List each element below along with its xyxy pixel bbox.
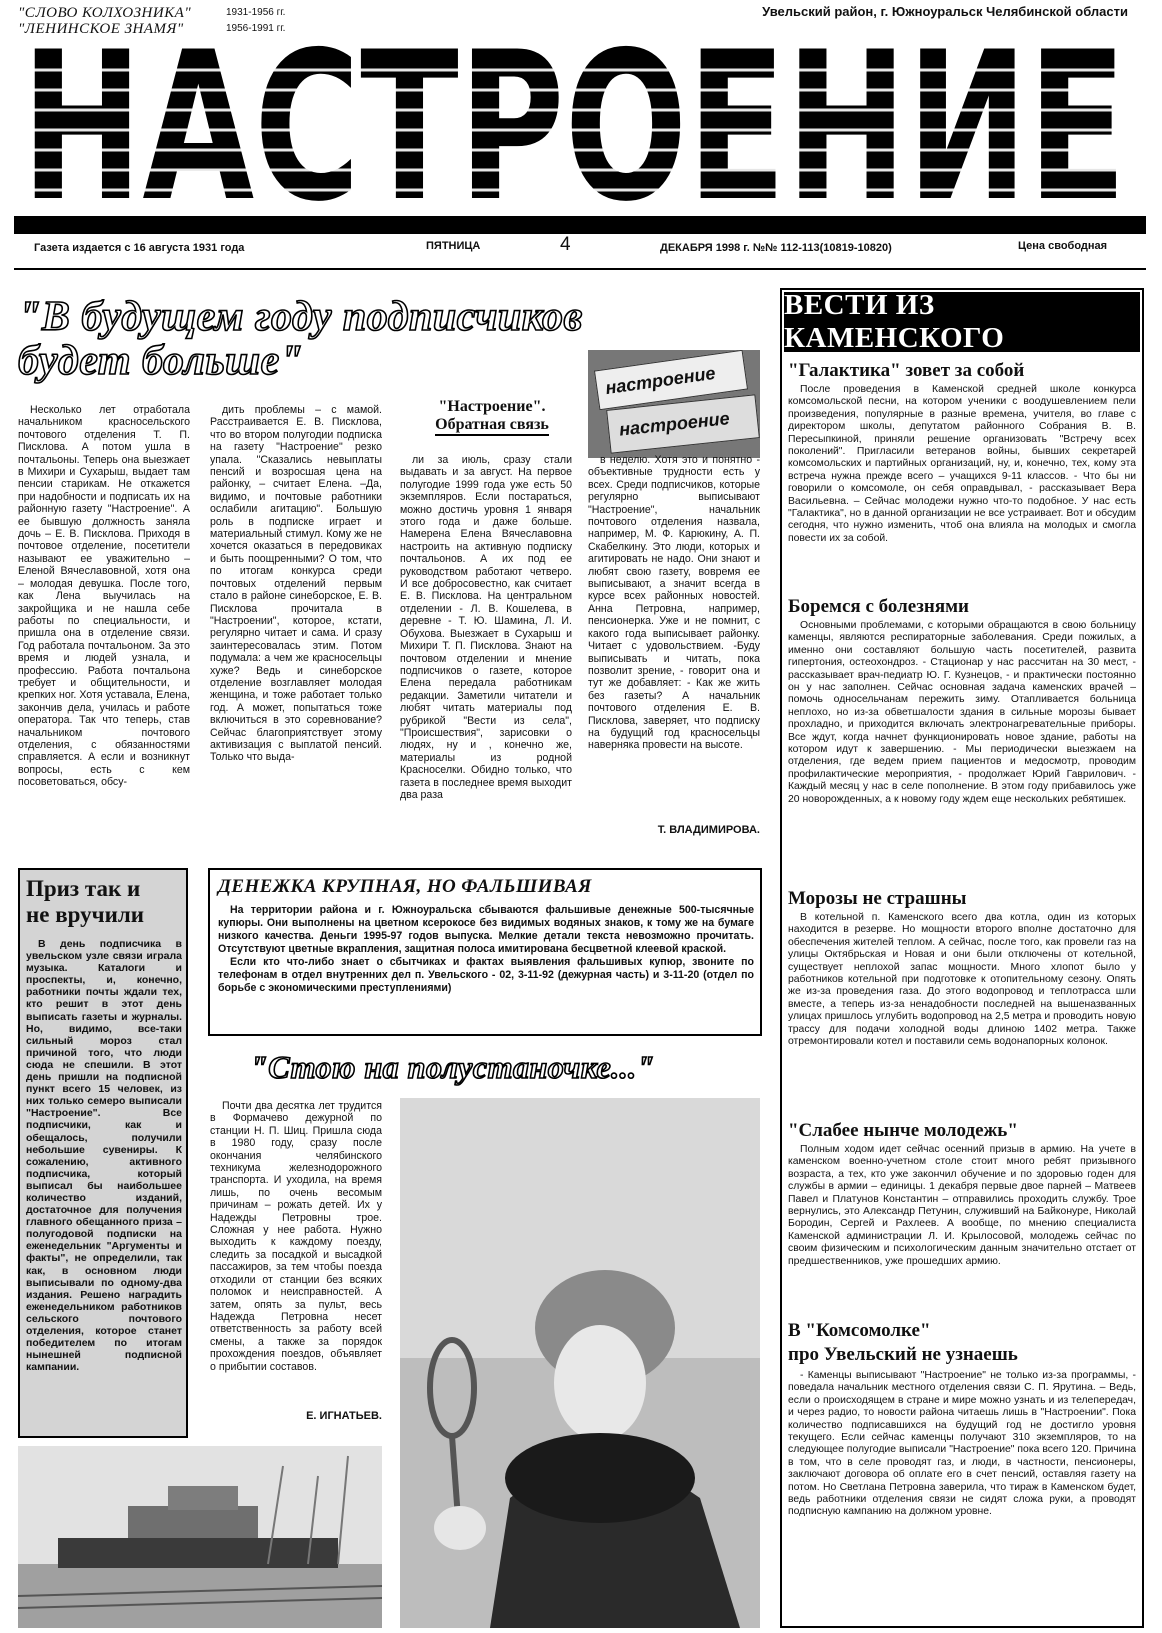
masthead-logo-art xyxy=(14,30,1134,210)
galaktika-text: После проведения в Каменской средней школе конкурса комсомольской песни, на котором ученики с воодушевлением пели произведения, популярные в разные времена, учителя, во главе с директором школы, депутатом районного Собрания В. В. Пересыпкиной, приняли решение организовать "Встречу всех поколений". Пригласили ветеранов войны, бывших секретарей комсомольских и партийных организаций, ну, и, конечно, тех, кому эта встреча нужна прежде всего – учащихся 9-11 классов. - Что бы ни говорили о комсомоле, он себя оправдывал, - рассказывает Вера Васильевна. – Сейчас молодежи нужно что-то подобное. У нас есть "Галактика", но в данной организации не все устраивает. Вот и обсудим сегодня, что нужно изменить, чтоб она влияла на молодых и смогла повести их за собой. xyxy=(788,384,1136,544)
old-name-1: "СЛОВО КОЛХОЗНИКА" xyxy=(18,5,192,21)
lead-column-2-text: дить проблемы – с мамой. Расстраивается Е. В. Писклова, что во втором полугодии подписка на газету "Настроение" резко упала. "Сказались невыплаты пенсий и возросшая цена на районку, – считает Елена. –Да, видимо, и почтовые работники ослабили агитацию". Большую роль в подписке играет и материальный стимул. Кому же не хочется оказаться в передовиках и быть поощренными? О том, что по итогам конкурса среди почтовых отделений первым стало в районе синеборское, Е. В. Писклова прочитала в "Настроении", которое, кстати, регулярно читает и сама. И сразу заинтересовалась этим. Потом подумала: а чем же красносельцы хуже? Ведь и синеборское отделение возглавляет молодая женщина, и тоже работает только год. А может, попытаться тоже включиться в это соревнование? Сейчас благоприятствует этому активизация с выплатой пенсий. Только что выда- xyxy=(210,404,382,764)
molodezh-text: Полным ходом идет сейчас осенний призыв в армию. На учете в каменском военно-учетном столе стоит много ребят призывного возраста, а тех, кто уже закончил обучение и по здоровью годен для службы в армии – единицы. 1 декабря первые двое парней – Матвеев Павел и Платунов Константин – отправились проходить службу. Трое вернулись, это Александр Петунин, служивший на Байконуре, Николай Бородин, Сергей и Рахлеев. А вообще, по мнению специалиста Каменской администрации Л. И. Крылосовой, молодежь сейчас по своим физическим и психологическим данным значительно отстает от предшественников, уже прошедших армию. xyxy=(788,1144,1136,1267)
fake-money-title: ДЕНЕЖКА КРУПНАЯ, НО ФАЛЬШИВАЯ xyxy=(218,876,592,897)
station-title: "Стою на полустаночке..." xyxy=(250,1049,655,1085)
kamenskoe-box xyxy=(780,288,1144,1628)
fake-money-body xyxy=(218,904,754,1032)
train-photo xyxy=(18,1446,382,1628)
lead-column-4-text: в неделю. Хотя это и понятно - объективные трудности есть у всех. Среди подписчиков, которые регулярно выписывают "Настроение", начальник почтового отделения назвала, например, М. Ф. Карюкину, А. П. Скабелкину. Это люди, которых и агитировать не надо. Они знают и любят свою газету, вовремя ее выписывают, а значит всегда в курсе всех районных новостей. Анна Петровна, например, пенсионерка. Уже и не помнит, с какого года выписывает районку. Читает с удовольствием. -Буду выписывать и читать, пока позволит зрение, - говорит она и тут же добавляет: - Как же жить без газеты? А начальник почтового отделения Е. В. Писклова, заверяет, что подписку на будущий год красносельцы наверняка провести на высоте. xyxy=(588,454,760,752)
lead-title-line-1: "В будущем году подписчиков xyxy=(18,294,583,340)
morozy-title: Морозы не страшны xyxy=(788,888,967,909)
station-author: Е. ИГНАТЬЕВ. xyxy=(306,1410,382,1422)
komsomolka-title-2: про Увельский не узнаешь xyxy=(788,1344,1018,1365)
lead-author: Т. ВЛАДИМИРОВА. xyxy=(657,824,760,836)
lead-column-3-text: ли за июль, сразу стали выдавать и за август. На первое полугодие 1999 года уже есть 50 экземпляров. Если постараться, можно достичь уровня 1 января этого года и даже больше. Намерена Елена Вячеславовна настроить на активную подписку почтальонов. А их под ее руководством работают четверо. И все добросовестно, как считает Е. В. Писклова. На центральном отделении - Л. В. Кошелева, в деревне - Т. Ю. Шамина, Л. И. Обухова. Выезжает в Сухарыш и Михири Т. П. Писклова. Знают на почтовом отделении и мнение подписчиков о газете, которое Елена передала работникам редакции. Заметили читатели и любят читать материалы под рубрикой "Вести из села", "Происшествия", зарисовки о людях, ну и , конечно же, материалы из родной Красноселки. Обидно только, что газета в последнее время выходит два раза xyxy=(400,454,572,801)
old-years-1: 1931-1956 гг. xyxy=(226,7,286,18)
newspaper-photo-label-1: настроение xyxy=(604,362,717,399)
founded-line: Газета издается с 16 августа 1931 года xyxy=(34,242,245,254)
train-photo-art xyxy=(18,1446,382,1628)
masthead-title: НАСТРОЕНИЕ xyxy=(21,30,1127,210)
lead-column-3 xyxy=(400,454,572,836)
prize-box xyxy=(18,868,188,1438)
bolezni-text: Основными проблемами, с которыми обращаются в свою больницу каменцы, являются респираторные заболевания. Среди пожилых, а именно они составляют большую часть посетителей, развита гипертония, остеохондроз. - Стационар у нас рассчитан на 30 мест, - рассказывает врач-педиатр Ю. Г. Кузнецов, - и практически постоянно он у нас заполнен. Сейчас основная задача каменских врачей – помочь односельчанам пережить зиму. Отапливается больница неплохо, но из-за обветшалости здания в сильные морозы бывает прохладно, и приходится включать электронагревательные приборы. Все ждут, когда начнет функционировать новое здание, работы на котором идут к завершению. - Мы периодически выезжаем на отделения, где ведем прием пациентов и медосмотр, проводим профилактические мероприятия, - продолжает Юрий Гаврилович. - Каждый месяц у нас в селе пополнение. В этом году прибавилось уже 20 новорожденных, а к новому году ждем еще нескольких ребятишек. xyxy=(788,620,1136,805)
issue-day: 4 xyxy=(560,234,571,255)
newspaper-photo xyxy=(588,350,760,458)
masthead-logo xyxy=(14,30,1134,210)
infobar-rule xyxy=(14,268,1146,270)
komsomolka-text: - Каменцы выписывают "Настроение" не только из-за программы, - поведала начальник местного отделения связи С. П. Ярутина. – Ведь, если о происходящем в стране и мире можно узнать и из телепередач, и через радио, то новости района читаешь лишь в "Настроении". Пока количество подписавшихся на будущий год не достигло уровня текущего. Если сейчас каменцы получают 310 экземпляров, то на следующее полугодие выписали "Настроение" пока всего 120. Причина в том, что в селе проводят газ, и люди, в частности, пенсионеры, заключают договора об оплате его в счет пенсий, оставляя газету на потом. Но Светлана Петровна заверила, что тираж в Каменском будет, ведь работники отделения связи не сидят сложа руки, а проводят подписную кампанию на должном уровне. xyxy=(788,1370,1136,1518)
molodezh-body xyxy=(788,1144,1136,1312)
kamenskoe-header-text: ВЕСТИ ИЗ КАМЕНСКОГО xyxy=(784,289,1005,354)
issue-number: ДЕКАБРЯ 1998 г. №№ 112-113(10819-10820) xyxy=(660,242,892,254)
galaktika-body xyxy=(788,384,1136,590)
masthead-rule xyxy=(14,216,1146,234)
prize-body xyxy=(26,938,182,1430)
lead-column-1 xyxy=(18,404,190,836)
rubric-line-1: "Настроение". xyxy=(438,398,546,415)
kamenskoe-header xyxy=(784,289,1140,354)
rubric-line-2: Обратная связь xyxy=(435,416,549,436)
old-years-2: 1956-1991 гг. xyxy=(226,23,286,34)
prize-title-2: не вручили xyxy=(26,902,144,927)
portrait-photo-art xyxy=(400,1098,760,1628)
lead-column-4 xyxy=(588,454,760,822)
newspaper-photo-label-2: настроение xyxy=(618,408,731,440)
morozy-body xyxy=(788,912,1136,1112)
morozy-text: В котельной п. Каменского всего два котла, один из которых находится в резерве. Но мощности второго вполне достаточно для обеспечения жителей теплом. А сейчас, после того, как провели газ на улицы Октябрьская и Новая и они были отключены от котельной, существует неплохой запас мощности. Много хлопот было у работников котельной при подготовке к отопительному сезону. Опять же из-за проведения газа. До этого водопровод и теплотрасса шли вместе, а теперь из-за ненадобности последней на вышеназванных улицах пришлось углубить водопровод на 2,5 метра и проводить новую трассу для подачи холодной воды длиною 1402 метра. Также отремонтировали котел и поставили семь водонапорных колонок. xyxy=(788,912,1136,1048)
lead-title-line-2: будет больше" xyxy=(18,338,304,384)
fake-money-box xyxy=(208,868,762,1036)
molodezh-title: "Слабее нынче молодежь" xyxy=(788,1120,1018,1141)
galaktika-title: "Галактика" зовет за собой xyxy=(788,360,1025,381)
rubric-box xyxy=(416,398,568,436)
prize-title-1: Приз так и xyxy=(26,876,141,901)
bolezni-title: Боремся с болезнями xyxy=(788,596,969,617)
prize-text: В день подписчика в увельском узле связи играла музыка. Каталоги и проспекты, и, конечно, работники почты ждали тех, кто решит в этот день выписать газеты и журналы. Но, видимо, все-таки сильный мороз стал причиной того, что люди сюда не спешили. В этот день пришли на подписной пункт всего 15 человек, из них только семеро выписали "Настроение". Все подписчики, как и обещалось, получили небольшие сувениры. К сожалению, активного подписчика, который выписал бы наибольшее количество изданий, достаточное для получения главного обещанного приза – полугодовой подписки на еженедельник "Аргументы и факты", не определили, так как, в основном люди выписывали по одному-два издания. Решено наградить еженедельником работников сельского почтового отделения, которое станет победителем по итогам нынешней подписной кампании. xyxy=(26,938,182,1374)
lead-column-1-text: Несколько лет отработала начальником красносельского почтового отделения Т. П. Писклова. А потом ушла в почтальоны. Теперь она выезжает в Михири и Сухарыш, выдает там пенсии старикам. Не откажется при надобности и подписать их на районную газету "Настроение". А ее бывшую должность заняла дочь – Е. В. Писклова. Приходя в почтовое отделение, посетители называют ее уважительно – Еленой Вячеславовной, хотя она – молодая девушка. После того, как Лена выучилась на закройщика и не нашла себе работы по специальности, и пришла она в отделение связи. Год работала почтальоном. За это время и людей узнала, и профессию. Работа почтальона требует и общительности, и крепких ног. Хотя уставала, Елена, закончив дела, училась и работе оператора. Так что теперь, став начальником почтового отделения, с обязанностями справляется. А если и возникнут вопросы, есть с кем посоветоваться, обсу- xyxy=(18,404,190,789)
station-body xyxy=(210,1100,382,1406)
portrait-photo xyxy=(400,1098,760,1628)
old-name-2: "ЛЕНИНСКОЕ ЗНАМЯ" xyxy=(18,21,184,37)
komsomolka-body xyxy=(788,1370,1136,1620)
weekday: ПЯТНИЦА xyxy=(426,240,481,252)
price: Цена свободная xyxy=(1018,240,1108,252)
fake-money-p1: На территории района и г. Южноуральска сбываются фальшивые денежные 500-тысячные купюры. Они выполнены на цветном ксерокосе без видимых водяных знаков, к тому же на бумаге низкого качества. Деньги 1995-97 годов выпуска. Мелкие детали текста невозможно прочитать. Отсутствуют цветные вкрапления, защитная полоса имитирована бесцветной клеевой краской. xyxy=(218,904,754,955)
station-text: Почти два десятка лет трудится в Формачево дежурной по станции Н. П. Шиц. Пришла сюда в 1980 году, сразу после окончания челябинского техникума железнодорожного транспорта. И уходила, на время лишь, по очень весомым причинам – рожать детей. Их у Надежды Петровны трое. Сложная у нее работа. Нужно выходить к каждому поезду, следить за посадкой и высадкой пассажиров, за тем чтобы поезда отходили от станции без всяких поломок и неисправностей. А затем, опять за пульт, весь Надежда Петровна несет ответственность за работу всей смены, а также за порядок прохождения поездов, объявляет о прибытии составов. xyxy=(210,1100,382,1373)
region-line: Увельский район, г. Южноуральск Челябинской области xyxy=(762,4,1128,19)
bolezni-body xyxy=(788,620,1136,878)
komsomolka-title-1: В "Комсомолке" xyxy=(788,1320,931,1341)
fake-money-p2: Если кто что-либо знает о сбытчиках и фактах выявления фальшивых купюр, звоните по телефонам в отдел внутренних дел п. Увельского - 02, 3-11-92 (дежурная часть) и 3-11-20 (отдел по борьбе с экономическими преступлениями) xyxy=(218,956,754,994)
lead-column-2 xyxy=(210,404,382,836)
